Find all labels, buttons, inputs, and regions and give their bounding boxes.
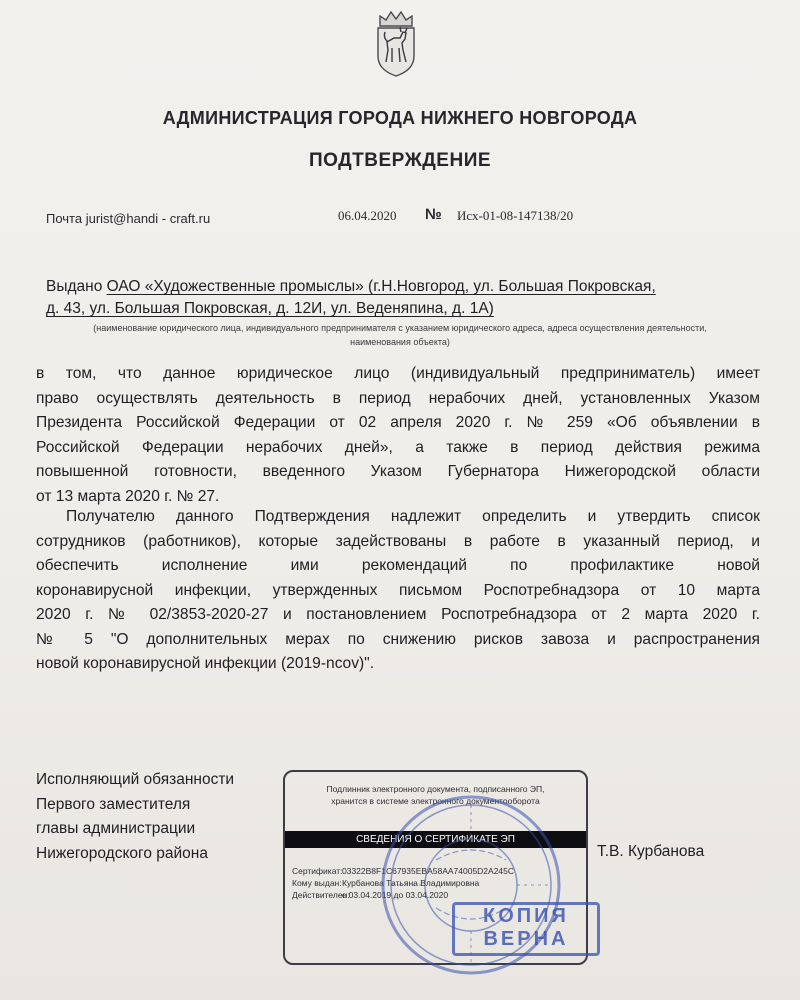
paragraph-line: новой коронавирусной инфекции (2019-ncov)". <box>36 655 375 672</box>
issued-recipient: ОАО «Художественные промыслы» (г.Н.Новгород, ул. Большая Покровская, <box>106 278 656 295</box>
certificate-info-bar: СВЕДЕНИЯ О СЕРТИФИКАТЕ ЭП <box>285 831 586 848</box>
paragraph-line: № 5 "О дополнительных мерах по снижению рисков завоза и распространения <box>36 630 760 648</box>
paragraph-line: сотрудников (работников), которые задействованы в работе в указанный период, и <box>36 532 760 550</box>
body-paragraph-2 <box>36 505 760 677</box>
issued-prefix: Выдано <box>46 278 107 295</box>
certified-copy-stamp <box>452 902 600 956</box>
organization-title: АДМИНИСТРАЦИЯ ГОРОДА НИЖНЕГО НОВГОРОДА <box>162 108 638 128</box>
document-date: 06.04.2020 <box>338 208 397 223</box>
paragraph-line: повышенной готовности, введенного Указом Губернатора Нижегородской области <box>36 463 760 480</box>
paragraph-line: в том, что данное юридическое лицо (индивидуальный предприниматель) имеет <box>36 365 760 382</box>
paragraph-line: обеспечить исполнение ими рекомендаций по профилактике новой <box>36 557 760 574</box>
signer-title-line: главы администрации <box>36 820 196 837</box>
caption-line-2: наименования объекта) <box>350 337 450 347</box>
paragraph-line: коронавирусной инфекции, утвержденных письмом Роспотребнадзора от 10 марта <box>36 581 760 599</box>
issued-to-line-1 <box>46 276 772 298</box>
issued-to-block <box>46 276 772 320</box>
number-sign: № <box>425 206 442 223</box>
signer-title-line: Нижегородского района <box>36 844 208 862</box>
certificate-label: Сертификат: <box>292 866 343 876</box>
signer-name: Т.В. Курбанова <box>597 843 705 860</box>
copy-stamp-line: КОПИЯ <box>483 905 569 927</box>
document-number: Исх-01-08-147138/20 <box>457 208 574 223</box>
e-signature-header-line: Подлинник электронного документа, подписанного ЭП, <box>326 784 545 794</box>
e-signature-header-line: хранится в системе электронного документооборота <box>331 796 540 806</box>
signer-title-line: Исполняющий обязанности <box>36 771 235 788</box>
paragraph-line: 2020 г. № 02/3853-2020-27 и постановлением Роспотребнадзора от 2 марта 2020 г. <box>36 606 760 623</box>
paragraph-line: от 13 марта 2020 г. № 27. <box>36 487 220 505</box>
email-contact: Почта jurist@handi - craft.ru <box>46 211 211 226</box>
issued-to-line-2: д. 43, ул. Большая Покровская, д. 12И, ул. Веденяпина, д. 1А) <box>46 300 494 317</box>
issued-to-caption <box>30 321 770 349</box>
coat-of-arms-icon <box>372 8 420 78</box>
paragraph-line: право осуществлять деятельность в период нерабочих дней, установленных Указом <box>36 389 760 407</box>
signer-title <box>36 768 234 866</box>
paragraph-line: Получателю данного Подтверждения надлежит определить и утвердить список <box>66 508 760 525</box>
valid-label: Действителен: <box>292 890 350 900</box>
issued-to-label: Кому выдан: <box>292 878 342 888</box>
document-title: ПОДТВЕРЖДЕНИЕ <box>308 150 492 171</box>
issued-to-value: Курбанова Татьяна Владимировна <box>342 878 480 888</box>
body-paragraph-1 <box>36 362 760 509</box>
copy-stamp-line: ВЕРНА <box>483 928 569 950</box>
caption-line-1: (наименование юридического лица, индивидуального предпринимателя с указанием юридического адреса, адреса осуществления деятельности, <box>93 323 707 333</box>
paragraph-line: Президента Российской Федерации от 02 апреля 2020 г. № 259 «Об объявлении в <box>36 414 760 431</box>
signer-title-line: Первого заместителя <box>36 795 191 813</box>
paragraph-line: Российской Федерации нерабочих дней», а также в период действия режима <box>36 438 760 456</box>
valid-value: с 03.04.2019 до 03.04.2020 <box>342 890 449 900</box>
certificate-value: 03322B8F1C67935EBA58AA74005D2A245C <box>342 866 515 876</box>
